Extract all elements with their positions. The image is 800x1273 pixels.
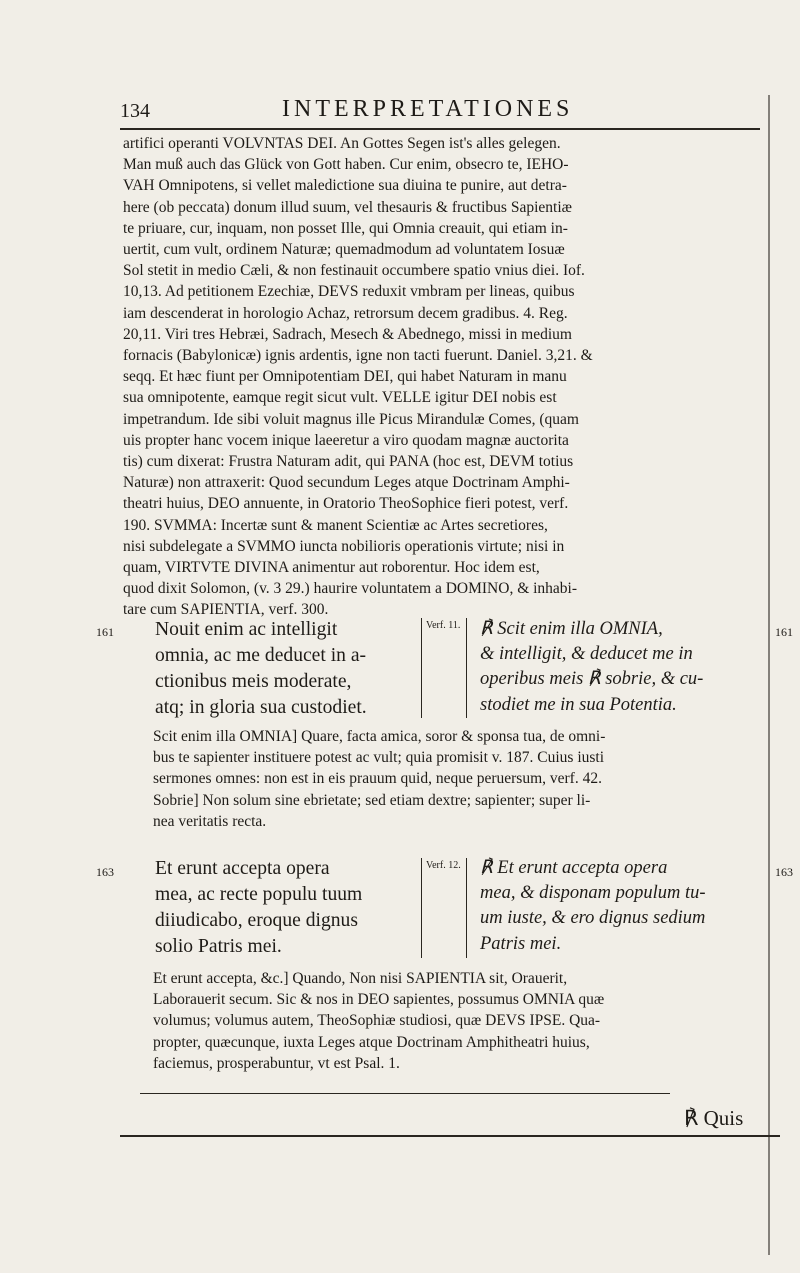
verse-line: & intelligit, & deducet me in [480,644,693,665]
right-rule [768,95,770,1255]
note-line: Et erunt accepta, &c.] Quando, Non nisi SAPIENTIA sit, Orauerit, [153,970,568,987]
note-line: sermones omnes: non est in eis prauum quid, neque peruersum, verf. 42. [153,770,602,788]
note-line: faciemus, prosperabuntur, vt est Psal. 1. [153,1054,400,1072]
note-line: propter, quæcunque, iuxta Leges atque Doctrinam Amphitheatri huius, [153,1033,590,1051]
page-header [120,96,765,128]
verse-line: stodiet me in sua Potentia. [480,694,677,715]
text-line: iam descenderat in horologio Achaz, retrorsum decem gradibus. 4. Reg. [123,304,568,322]
text-line: Naturæ) non attraxerit: Quod secundum Leges atque Doctrinam Amphi- [123,474,570,492]
text-line: te priuare, cur, inquam, non posset Ille, qui Omnia creauit, qui etiam in- [123,219,568,237]
text-line: fornacis (Babylonicæ) ignis ardentis, igne non tacti fuerunt. Daniel. 3,21. & [123,347,593,365]
text-line: tis) cum dixerat: Frustra Naturam adit, qui PANA (hoc est, DEVM totius [123,453,574,471]
verse-line: diiudicabo, eroque dignus [155,910,358,931]
text-line: Sol stetit in medio Cæli, & non festinauit occumbere spatio vnius diei. Iof. [123,262,585,280]
commentary-161 [153,726,755,832]
verse-line: Patris mei. [480,933,562,954]
commentary-163 [153,968,755,1074]
verse-line: atq; in gloria sua custodiet. [155,697,367,718]
text-line: uertit, cum vult, ordinem Naturæ; quemadmodum ad voluntatem Iosuæ [123,241,565,259]
text-line: theatri huius, DEO annuente, in Oratorio TheoSophice fieri potest, verf. [123,495,569,513]
verse-line: ctionibus meis moderate, [155,671,352,692]
note-line: Sobrie] Non solum sine ebrietate; sed etiam dextre; sapienter; super li- [153,791,591,809]
verse-line: ℟ Scit enim illa OMNIA, [480,619,663,639]
text-line: sua omnipotente, eamque regit sicut vult. VELLE igitur DEI nobis est [123,389,557,407]
column-divider [466,858,467,958]
verse-translation-161 [480,617,703,718]
text-line: here (ob peccata) donum illud suum, vel thesauris & fructibus Sapientiæ [123,198,572,216]
note-line: volumus; volumus autem, TheoSophiæ studiosi, quæ DEVS IPSE. Qua- [153,1012,601,1030]
text-line: quam, VIRTVTE DIVINA animentur aut roborentur. Hoc idem est, [123,559,540,577]
catchword: ℟ Quis [684,1106,744,1130]
margin-number-left: 163 [96,865,114,879]
verse-latin-161 [155,617,367,721]
text-line: nisi subdelegate a SVMMO iuncta nobilioris operationis virtute; nisi in [123,537,565,555]
footer-rule [140,1093,670,1094]
text-line: 10,13. Ad petitionem Ezechiæ, DEVS reduxit vmbram per lineas, quibus [123,283,575,301]
bottom-rule [120,1135,780,1137]
text-line: 190. SVMMA: Incertæ sunt & manent Scientiæ ac Artes secretiores, [123,516,548,534]
verse-line: ℟ Et erunt accepta opera [480,858,668,878]
verse-line: um iuste, & ero dignus sedium [480,908,706,929]
verse-line: mea, & disponam populum tu- [480,883,706,904]
verse-line: operibus meis ℟ sobrie, & cu- [480,669,704,690]
text-line: quod dixit Solomon, (v. 3 29.) haurire voluntatem a DOMINO, & inhabi- [123,580,578,598]
text-line: uis propter hanc vocem inique laeeretur a viro quodam magnæ auctorita [123,431,569,449]
note-line: nea veritatis recta. [153,812,267,830]
header-rule [120,128,760,130]
text-line: impetrandum. Ide sibi voluit magnus ille Picus Mirandulæ Comes, (quam [123,410,579,428]
verse-line: Nouit enim ac intelligit [155,619,338,640]
verse-reference: Verf. 12. [426,860,461,871]
intro-paragraph [123,133,763,621]
verse-translation-163 [480,856,706,957]
verse-line: mea, ac recte populu tuum [155,884,363,905]
note-line: Laborauerit secum. Sic & nos in DEO sapientes, possumus OMNIA quæ [153,991,605,1009]
margin-number-right: 163 [775,865,793,879]
margin-number-right: 161 [775,625,793,639]
note-line: Scit enim illa OMNIA] Quare, facta amica, soror & sponsa tua, de omni- [153,728,606,745]
verse-line: solio Patris mei. [155,936,282,957]
column-divider [421,618,422,718]
page-number: 134 [120,100,150,122]
running-title: INTERPRETATIONES [282,96,574,122]
text-line: artifici operanti VOLVNTAS DEI. An Gottes Segen ist's alles gelegen. [123,135,561,152]
margin-number-left: 161 [96,625,114,639]
column-divider [466,618,467,718]
verse-reference: Verf. 11. [426,620,461,631]
verse-line: omnia, ac me deducet in a- [155,645,367,666]
text-line: tare cum SAPIENTIA, verf. 300. [123,601,329,619]
note-line: bus te sapienter instituere potest ac vult; quia promisit v. 187. Cuius iusti [153,749,605,767]
verse-line: Et erunt accepta opera [155,858,330,879]
text-line: 20,11. Viri tres Hebræi, Sadrach, Mesech & Abednego, missi in medium [123,325,572,343]
verse-latin-163 [155,856,362,960]
text-line: seqq. Et hæc fiunt per Omnipotentiam DEI, qui habet Naturam in manu [123,368,567,386]
column-divider [421,858,422,958]
text-line: Man muß auch das Glück von Gott haben. Cur enim, obsecro te, IEHO- [123,156,569,174]
text-line: VAH Omnipotens, si vellet maledictione sua diuina te punire, aut detra- [123,177,567,195]
